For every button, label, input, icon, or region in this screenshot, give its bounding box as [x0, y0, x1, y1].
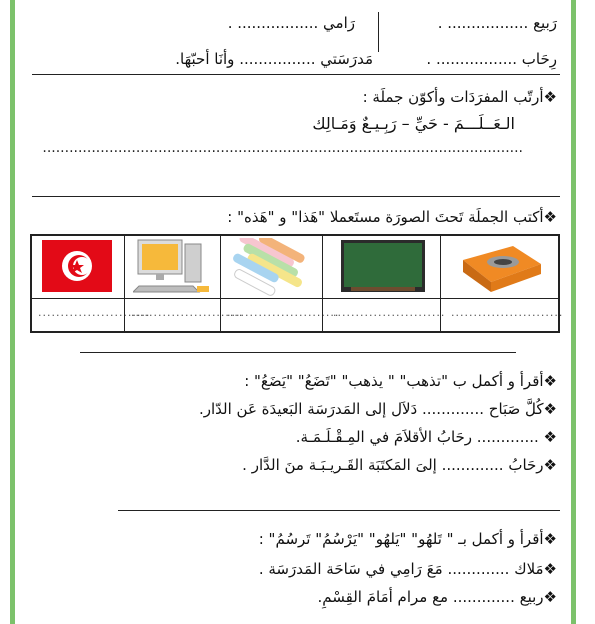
cell-chalkboard: [322, 236, 446, 331]
answer-dots[interactable]: .........................: [333, 306, 446, 319]
ex1-instruction: ❖أرتّب المفرَدَات وأكوّن جملَة :: [362, 88, 557, 106]
ex4-line-1: ❖مَلاك ............. مَعَ رَامِي في سَاحَة المَدرَسَة .: [258, 560, 557, 578]
ex3-line-1: ❖كُلَّ صَبَاح ............. دَلاَل إلى المَدرَسَة البَعيدَة عَن الدّار.: [198, 400, 557, 418]
cell-computer: [124, 236, 244, 331]
row1-right-text: رَبيع ................. .: [437, 14, 557, 32]
sharpener-icon: [455, 238, 547, 294]
ex4-instruction: ❖أقرأ و أكمل بـ " تَلهُو" "يَلهُو" "يَرْسُمُ" تَرسُمُ" :: [258, 530, 557, 548]
cell-flag: [32, 236, 151, 331]
ex2-instruction: ❖أكتب الجملَة تَحتَ الصورَة مستَعملا "هَذا" و "هَذه" :: [227, 208, 557, 226]
ex4-line-2: ❖ربيع ............. مع مرام أمَامَ القِسْمِ.: [317, 588, 557, 606]
ex3-line-3: ❖رحَابُ ............. إلىَ المَكتَبَة القَـريـبَـة منَ الدَّار .: [242, 456, 557, 474]
row2-left-text: مَدرَسَتي ................ وأنَا أحبّهَا.: [175, 50, 373, 68]
ex1-words: الـعَــلَـــمَ - حَيِّ – رَبِـيـعٌ وَمَـالِك: [312, 114, 515, 133]
section-divider-1: [32, 74, 560, 75]
ex1-answer-line[interactable]: ............................................................................................................: [42, 140, 523, 156]
picture-table: [30, 234, 564, 333]
top-divider: [378, 12, 379, 52]
cell-sharpener: [440, 236, 564, 331]
computer-icon: [133, 238, 213, 296]
chalkboard-icon: [341, 240, 425, 292]
row2-right-text: رِحَاب ................. .: [426, 50, 557, 68]
row1-left-text: رَامي ................. .: [227, 14, 355, 32]
section-divider-2: [32, 196, 560, 197]
table-row-separator: [32, 298, 558, 299]
ex3-instruction: ❖أقرأ و أكمل ب "تذهب" " يذهب" "تَضَعُ" "يَضَعُ" :: [244, 372, 557, 390]
answer-dots[interactable]: .........................: [451, 306, 564, 319]
answer-dots[interactable]: .........................: [38, 306, 151, 319]
section-divider-3: [80, 352, 516, 353]
cell-chalk: [220, 236, 340, 331]
section-divider-4: [118, 510, 560, 511]
ex3-line-2: ❖ ............. رحَابُ الأقلاَمَ في المِـقْـلَـمَـة.: [295, 428, 557, 446]
tunisia-flag-icon: [42, 240, 112, 292]
answer-dots[interactable]: .........................: [131, 306, 244, 319]
answer-dots[interactable]: .........................: [227, 306, 340, 319]
chalk-icon: [227, 238, 317, 296]
